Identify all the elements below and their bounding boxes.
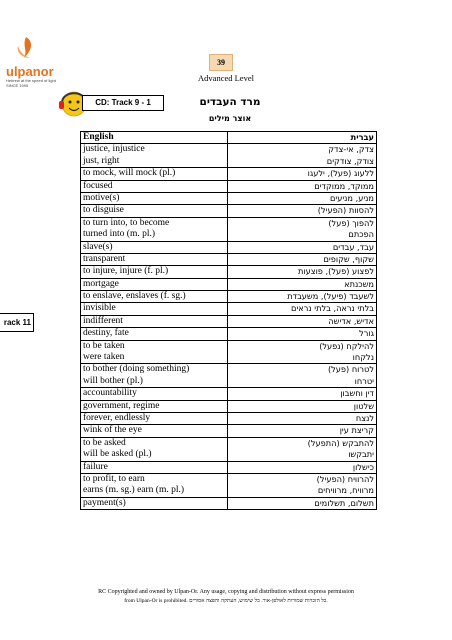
hebrew-cell [228,315,377,327]
table-row [81,340,377,364]
english-term: destiny, fate [83,328,129,339]
table-row [81,473,377,497]
english-cell [81,253,228,265]
table-row [81,217,377,241]
hebrew-term: לשעבד (פיעל), משעבדת [287,291,374,302]
english-term: motive(s) [83,192,120,203]
hebrew-term: ללעוג (פעל), ילעגו [307,168,374,179]
english-term: turned into (m. pl.) [83,229,156,240]
hebrew-cell [228,400,377,412]
english-cell [81,266,228,278]
table-row [81,266,377,278]
hebrew-term: עבד, עבדים [332,241,374,252]
hebrew-term: כישלון [352,461,374,472]
brand-since: SINCE 1995 [6,83,29,88]
hebrew-term: להסוות (הפעיל) [317,205,374,216]
english-term: to be taken [83,340,125,351]
footer-line-2: from Ulpan-Or is prohibited. כל הזכויות שמורות לאולפן-אור. כל שימוש, העתקה והפצה אסורים. [124,598,328,604]
english-term: indifferent [83,315,123,326]
table-row [81,315,377,327]
english-term: mortgage [83,278,119,289]
hebrew-term: בלתי נראה, בלתי נראים [291,303,374,314]
english-cell [81,497,228,509]
hebrew-term: לנצח [355,413,374,423]
hebrew-term: יטרחו [354,375,374,386]
hebrew-cell [228,180,377,192]
english-term: to be asked [83,437,126,448]
page-title: מרד העבדים [199,96,261,108]
table-row [81,192,377,204]
english-term: wink of the eye [83,425,142,436]
level-label: Advanced Level [198,73,254,83]
hebrew-cell [228,388,377,400]
english-term: to bother (doing something) [83,364,190,375]
english-term: to mock, will mock (pl.) [83,168,176,179]
table-row [81,425,377,437]
hebrew-cell [228,461,377,473]
hebrew-term: להילקח (נפעל) [319,340,374,351]
table-row [81,180,377,192]
hebrew-term: משכנתא [344,278,374,289]
table-row [81,497,377,509]
hebrew-cell [228,425,377,437]
hebrew-cell [228,253,377,265]
english-cell [81,340,228,364]
english-cell [81,144,228,168]
english-cell [81,437,228,461]
english-cell [81,328,228,340]
english-term: to injure, injure (f. pl.) [83,266,169,277]
hebrew-term: להרוויח (הפעיל) [316,473,374,484]
english-cell [81,241,228,253]
hebrew-term: הפכתם [348,229,374,240]
hebrew-cell [228,144,377,168]
hebrew-term: להתבקש (התפעל) [307,437,374,448]
hebrew-term: מניע, מניעים [329,192,374,203]
hebrew-term: צדק, אי-צדק [328,144,374,155]
english-cell [81,217,228,241]
english-term: justice, injustice [83,144,145,155]
hebrew-term: אדיש, אדישה [328,315,374,326]
english-term: transparent [83,253,126,264]
english-cell [81,400,228,412]
brand-tagline: Hebrew at the speed of light [6,78,56,83]
english-term: to enslave, enslaves (f. sg.) [83,291,186,302]
english-term: earns (m. sg.) earn (m. pl.) [83,485,185,496]
brand-name: ulpanor [6,64,54,79]
hebrew-cell [228,340,377,364]
table-row [81,413,377,425]
hebrew-cell [228,278,377,290]
hebrew-term: לפצוע (פעל), פוצעות [297,266,374,277]
hebrew-term: גורל [359,328,374,339]
table-row [81,168,377,180]
hebrew-cell [228,205,377,217]
table-row [81,241,377,253]
english-term: forever, endlessly [83,413,151,423]
table-row [81,253,377,265]
hebrew-cell [228,473,377,497]
hebrew-term: שלטון [353,400,374,411]
english-term: were taken [83,352,125,363]
english-cell [81,473,228,497]
header-english: English [81,132,228,144]
hebrew-term: יתבקשו [348,449,374,460]
english-cell [81,364,228,388]
hebrew-cell [228,217,377,241]
english-term: failure [83,461,108,472]
table-row [81,437,377,461]
hebrew-term: להפוך (פעל) [328,217,374,228]
english-term: government, regime [83,400,160,411]
hebrew-term: תשלום, תשלומים [314,497,374,508]
english-cell [81,168,228,180]
page-subtitle: אוצר מילים [208,114,252,123]
english-cell [81,291,228,303]
hebrew-cell [228,241,377,253]
table-row [81,205,377,217]
side-track-tab: rack 11 [0,313,34,332]
table-row [81,291,377,303]
english-term: will bother (pl.) [83,375,143,386]
english-cell [81,192,228,204]
english-term: invisible [83,303,116,314]
hebrew-term: צודק, צודקים [326,155,374,166]
english-term: focused [83,180,113,191]
english-term: accountability [83,388,137,399]
english-term: payment(s) [83,497,126,508]
english-cell [81,461,228,473]
english-term: to turn into, to become [83,217,170,228]
hebrew-term: דין וחשבון [340,388,374,399]
english-term: will be asked (pl.) [83,449,152,460]
english-cell [81,180,228,192]
table-row [81,303,377,315]
hebrew-term: נלקחו [352,352,374,363]
hebrew-cell [228,291,377,303]
hebrew-term: ממוקד, ממוקדים [314,180,374,191]
hebrew-cell [228,437,377,461]
footer-line-1: RC Copyrighted and owned by Ulpan-Or. Any usage, copying and distribution without express permission [98,589,354,595]
hebrew-term: לטרוח (פעל) [327,364,374,375]
hebrew-cell [228,497,377,509]
vocabulary-table [80,131,377,510]
hebrew-cell [228,364,377,388]
english-cell [81,388,228,400]
english-cell [81,278,228,290]
hebrew-cell [228,192,377,204]
hebrew-cell [228,413,377,425]
hebrew-term: קריצת עין [339,425,374,436]
english-cell [81,303,228,315]
english-cell [81,315,228,327]
table-row [81,388,377,400]
english-cell [81,205,228,217]
table-header-row [81,132,377,144]
flame-logo-icon [12,36,42,60]
english-term: just, right [83,155,120,166]
hebrew-term: מרוויח, מרוויחים [317,485,374,496]
page-number: 39 [209,54,233,71]
table-row [81,144,377,168]
hebrew-term: שקוף, שקופים [323,253,374,264]
hebrew-cell [228,266,377,278]
hebrew-cell [228,328,377,340]
table-row [81,328,377,340]
table-row [81,364,377,388]
cd-track-label: CD: Track 9 - 1 [82,95,164,111]
hebrew-cell [228,168,377,180]
english-term: to disguise [83,205,124,216]
table-row [81,278,377,290]
english-cell [81,425,228,437]
english-term: slave(s) [83,241,113,252]
copyright-footer [0,588,452,606]
english-term: to profit, to earn [83,473,145,484]
table-row [81,400,377,412]
english-cell [81,413,228,425]
header-hebrew: עברית [228,132,377,144]
hebrew-cell [228,303,377,315]
table-row [81,461,377,473]
